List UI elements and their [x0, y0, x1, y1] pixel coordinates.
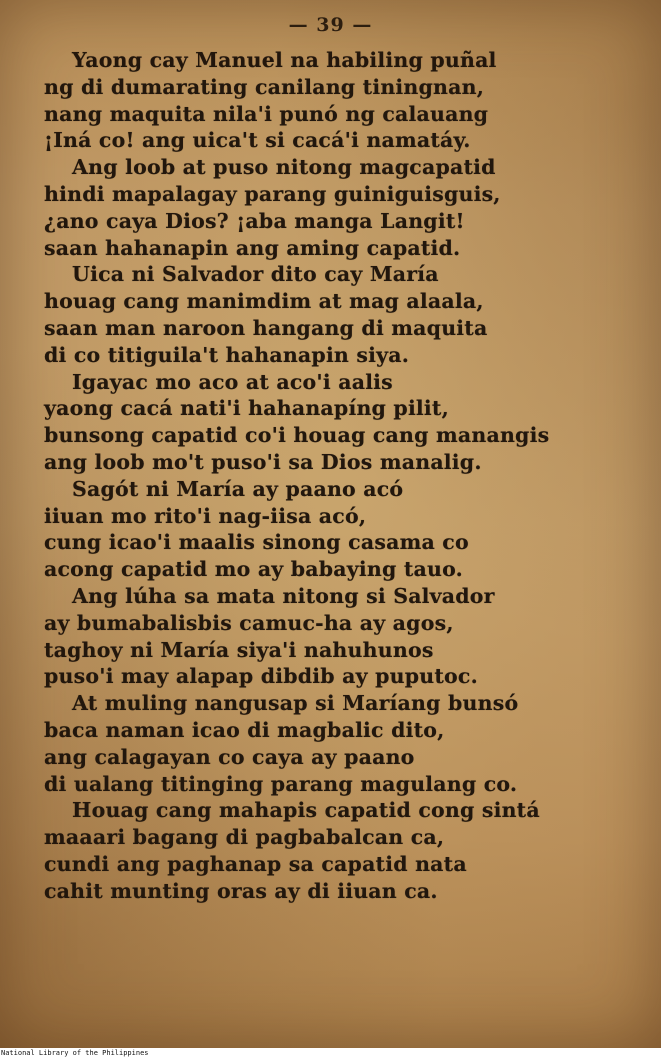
verse-line: yaong cacá nati'i hahanapíng pilit,: [44, 396, 449, 421]
verse-line: saan man naroon hangang di maquita: [44, 315, 488, 340]
stanza: [44, 690, 644, 797]
verse-line: Sagót ni María ay paano acó: [72, 476, 404, 501]
verse-line: ng di dumarating canilang tiningnan,: [44, 74, 485, 99]
verse-line: ay bumabalisbis camuc-ha ay agos,: [44, 610, 454, 635]
verse-line: ¡Iná co! ang uica't si cacá'i namatáy.: [44, 128, 471, 153]
stanza: [44, 583, 644, 690]
verse-line: di co titiguila't hahanapin siya.: [44, 342, 410, 367]
verse-line: iiuan mo rito'i nag-iisa acó,: [44, 503, 367, 528]
verse-line: At muling nangusap si Maríang bunsó: [72, 691, 519, 716]
verse-line: houag cang manimdim at mag alaala,: [44, 289, 484, 314]
stanza: [44, 261, 644, 368]
stanza: [44, 47, 644, 154]
stanza: [44, 476, 644, 583]
verse-line: cundi ang paghanap sa capatid nata: [44, 851, 467, 876]
verse-line: Yaong cay Manuel na habiling puñal: [72, 48, 497, 72]
library-watermark: National Library of the Philippines: [1, 1049, 149, 1057]
stanza: [44, 797, 644, 904]
verse-line: hindi mapalagay parang guiniguisguis,: [44, 181, 501, 206]
verse-line: cahit munting oras ay di iiuan ca.: [44, 878, 438, 903]
verse-line: nang maquita nila'i punó ng calauang: [44, 101, 489, 126]
stanza: [44, 154, 644, 261]
verse-line: maaari bagang di pagbabalcan ca,: [44, 825, 445, 850]
verse-line: cung icao'i maalis sinong casama co: [44, 530, 469, 555]
footer-strip: [0, 1048, 661, 1058]
verse-line: ¿ano caya Dios? ¡aba manga Langit!: [44, 208, 465, 233]
verse-line: Ang loob at puso nitong magcapatid: [72, 155, 496, 180]
verse-line: acong capatid mo ay babaying tauo.: [44, 557, 463, 582]
verse-line: Houag cang mahapis capatid cong sintá: [72, 798, 540, 823]
verse-line: Ang lúha sa mata nitong si Salvador: [72, 583, 495, 608]
verse-line: ang calagayan co caya ay paano: [44, 744, 415, 769]
verse-line: taghoy ni María siya'i nahuhunos: [44, 637, 434, 662]
verse-line: ang loob mo't puso'i sa Dios manalig.: [44, 449, 482, 474]
verse-line: puso'i may alapap dibdib ay puputoc.: [44, 664, 478, 689]
verse-line: Igayac mo aco at aco'i aalis: [72, 369, 393, 394]
verse-line: saan hahanapin ang aming capatid.: [44, 235, 461, 260]
verse-line: baca naman icao di magbalic dito,: [44, 717, 445, 742]
stanza: [44, 369, 644, 476]
verse-line: bunsong capatid co'i houag cang manangis: [44, 423, 550, 448]
verse-line: Uica ni Salvador dito cay María: [72, 262, 439, 287]
verse-line: di ualang titinging parang magulang co.: [44, 771, 518, 796]
page-number: — 39 —: [288, 14, 373, 36]
poem-text: [44, 47, 644, 905]
